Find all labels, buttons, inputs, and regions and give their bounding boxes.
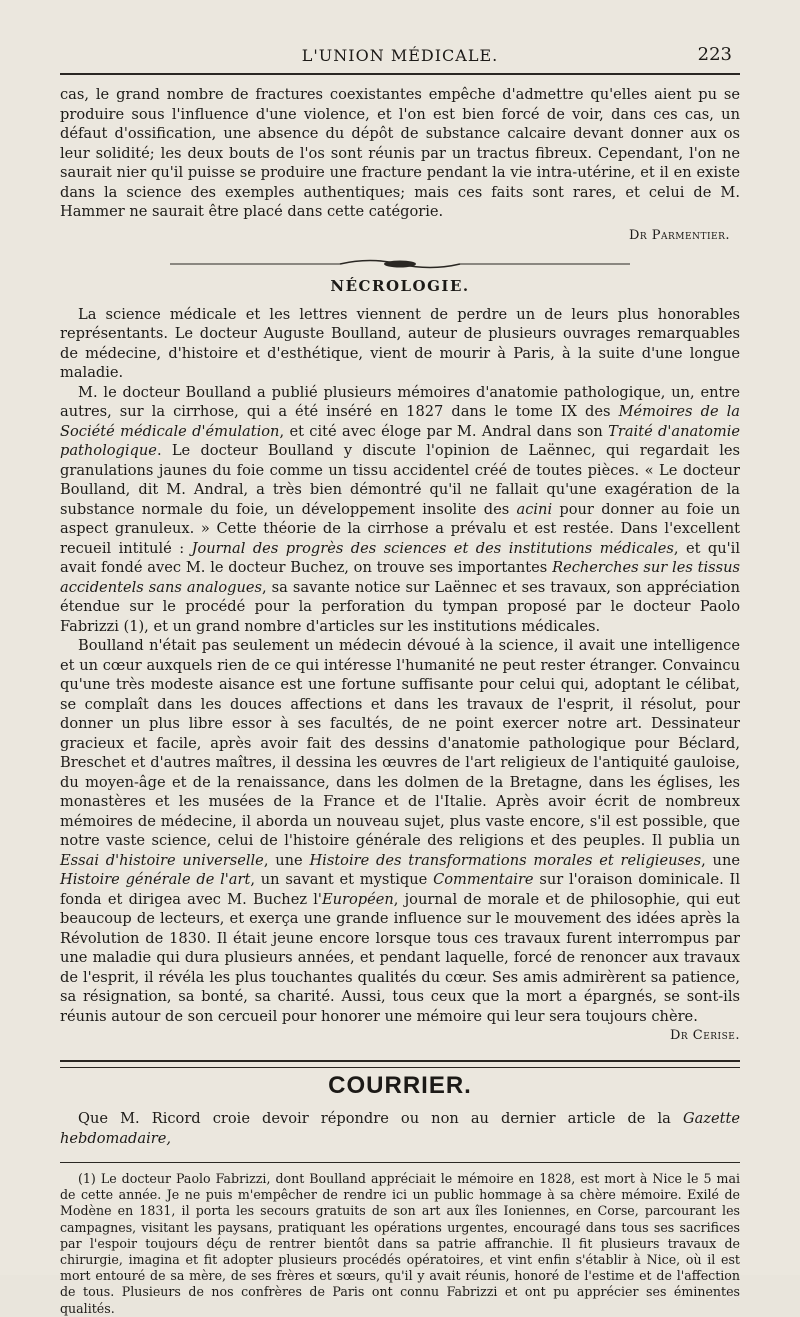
italic-title: Commentaire [433,871,534,888]
text-run: Boulland n'était pas seulement un médecin dévoué à la science, il avait une intelligence et un cœur auxquels rien de ce qui intéresse l'humanité ne peut rester étranger. Convaincu qu'une très modeste aisance est une fortune suffisante pour celui qui, adoptant le célibat, se complaît dans les douces affections et dans les travaux de l'esprit, il résolut, pour donner un plus libre essor à ses facultés, de ne point exercer notre art. Dessinateur gracieux et facile, après avoir fait des dessins d'anatomie pathologique pour Béclard, Breschet et d'autres maîtres, il dessina les œuvres de l'art religieux de l'antiquité gauloise, du moyen-âge et de la renaissance, dans les dolmen de la Bretagne, dans les églises, les monastères et les musées de la France et de l'Italie. Après avoir écrit de nombreux mémoires de médecine, il aborda un nouveau sujet, plus vaste encore, s'il est possible, que notre vaste science, celui de l'histoire générale des religions et des peuples. Il publia un [60,637,740,849]
text-run: Que M. Ricord croie devoir répondre ou non au dernier article de la [78,1110,683,1127]
text-run: . Le docteur Boulland y discute l'opinion de Laënnec, qui regardait les granulations jaunes du foie comme un tissu accidentel créé de toutes pièces. « Le docteur Boulland, dit M. Andral, a très bien démontré qu'il ne fallait qu'une exagération de la substance normale du foie, un développement insolite des [60,442,740,518]
italic-title: Traité d'anatomie pathologique [60,422,741,459]
italic-title: Essai d'histoire universelle [60,851,264,869]
italic-title: Journal des progrès des sciences et des institutions médicales [191,539,674,557]
courrier-paragraph [60,1109,740,1148]
italic-title: Mémoires de la Société médicale d'émulation [60,403,740,440]
article-body [60,85,740,1317]
text-run: , et cité avec éloge par M. Andral dans son [279,422,609,440]
page-number: 223 [697,44,732,65]
necrologie-paragraph-1: La science médicale et les lettres viennent de perdre un de leurs plus honorables représentants. Le docteur Auguste Boulland, auteur de plusieurs ouvrages remarquables de médecine, d'histoire et d'esthétique, vient de mourir à Paris, à la suite d'une longue maladie. [60,305,740,381]
text-run: pour donner au foie un aspect granuleux. » Cette théorie de la cirrhose a prévalu et est restée. Dans l'excellent recueil intitulé : [60,500,740,557]
text-run: M. le docteur Boulland a publié plusieurs mémoires d'anatomie pathologique, un, entre autres, sur la cirrhose, qui a été inséré en 1827 dans le tome IX des [60,383,740,420]
cerise-signature: Dr Cerise. [669,1028,740,1043]
italic-title: Gazette hebdomadaire, [60,1110,740,1147]
italic-term: acini [516,500,553,518]
italic-title: Histoire générale de l'art [60,871,251,888]
ornament-divider [170,257,630,271]
necrologie-paragraph-3 [60,636,740,1043]
courrier-title: COURRIER. [328,1071,472,1099]
running-title: L'UNION MÉDICALE. [301,46,499,65]
parmentier-signature: Dr Parmentier. [628,227,730,243]
necrologie-title: NÉCROLOGIE. [330,277,470,295]
header-rule [60,73,740,75]
footnote-rule [60,1162,740,1163]
section-double-rule [60,1060,740,1068]
text-run: , et qu'il avait fondé avec M. le docteur Buchez, on trouve ses importantes [60,539,740,576]
italic-title: Recherches sur les tissus accidentels sans analogues [60,559,741,596]
footnote: (1) Le docteur Paolo Fabrizzi, dont Boulland appréciait le mémoire en 1828, est mort à Nice le 5 mai de cette année. Je ne puis m'empêcher de rendre ici un public hommage à sa chère mémoire. Exilé de Modène en 1831, il porta les secours gratuits de son art aux îles Ioniennes, en Corse, parcourant les campagnes, visitant les paysans, pratiquant les opérations urgentes, encouragé dans tous ses sacrifices par l'espoir toujours déçu de rentrer bientôt dans sa patrie affranchie. Il fit plusieurs travaux de chirurgie, imagina et fit adopter plusieurs procédés opératoires, et vint enfin s'établir à Nice, où il est mort entouré de sa mère, de ses frères et sœurs, qu'il y avait réunis, honoré de l'estime et de l'affection de tous. Plusieurs de nos confrères de Paris ont connu Fabrizzi et ont pu apprécier ses éminentes qualités. [60,1171,740,1316]
text-run: , une [701,851,740,869]
text-run: , journal de morale et de philosophie, qui eut beaucoup de lecteurs, et exerça une grande influence sur le mouvement des idées après la Révolution de 1830. Il était jeune encore lorsque tous ces travaux furent interrompus par une maladie qui dura plusieurs années, et pendant laquelle, forcé de renoncer aux travaux de l'esprit, il révéla les plus touchantes qualités du cœur. Ses amis admirèrent sa patience, sa résignation, sa bonté, sa charité. Aussi, tous ceux que la mort a épargnés, se sont-ils réunis autour de son cercueil pour honorer une mémoire qui leur sera toujours chère. [60,890,740,1025]
italic-title: Européen [321,890,394,908]
text-run: sur l'oraison dominicale. Il fonda et dirigea avec M. Buchez l' [60,871,740,908]
page-header [60,42,740,70]
text-run: , une [263,851,310,869]
text-run: , un savant et mystique [250,871,434,888]
parmentier-paragraph: cas, le grand nombre de fractures coexistantes empêche d'admettre qu'elles aient pu se produire sous l'influence d'une violence, et l'on est bien forcé de voir, dans ces cas, un défaut d'ossification, une absence du dépôt de substance calcaire devant donner aux os leur solidité; les deux bouts de l'os sont réunis par un tractus fibreux. Cependant, l'on ne saurait nier qu'il puisse se produire une fracture pendant la vie intra-utérine, et il en existe dans la science des exemples authentiques; mais ces faits sont rares, et celui de M. Hammer ne saurait être placé dans cette catégorie. [60,86,740,220]
necrologie-paragraph-2 [60,383,740,637]
text-run: , sa savante notice sur Laënnec et ses travaux, son appréciation étendue sur le procédé pour la perforation du tympan proposé par le docteur Paolo Fabrizzi (1), et un grand nombre d'articles sur les institutions médicales. [60,578,740,635]
italic-title: Histoire des transformations morales et religieuses [309,851,702,869]
